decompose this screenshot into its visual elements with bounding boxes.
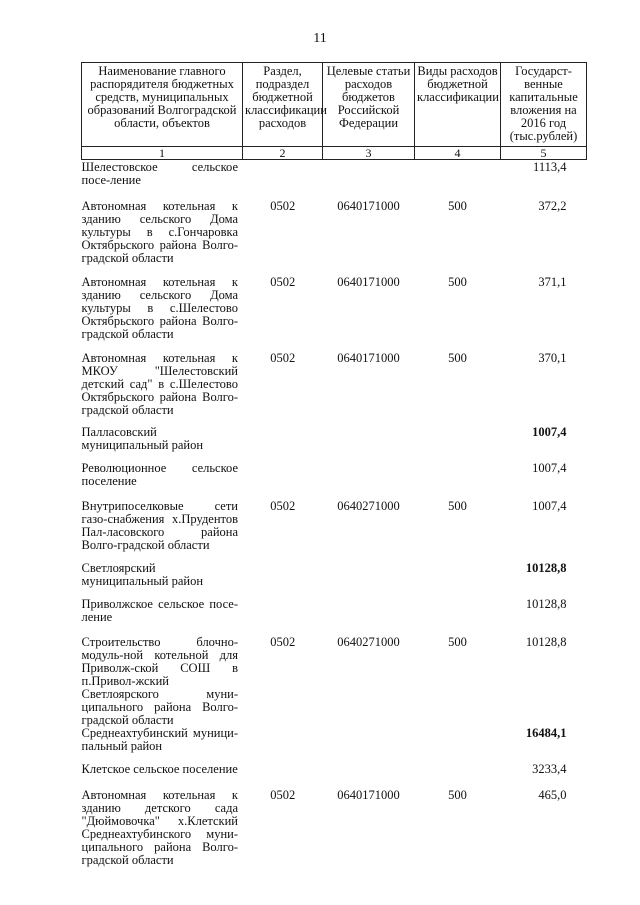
column-number: 3: [323, 147, 415, 160]
row-name: Палласовский муниципальный район: [81, 424, 204, 452]
row-name: Приволжское сельское посе-ление: [81, 596, 238, 624]
row-amount: 1007,4: [532, 424, 567, 439]
row-kind: 500: [448, 498, 467, 513]
row-amount: 372,2: [538, 198, 567, 213]
row-amount: 1007,4: [532, 460, 567, 475]
row-kind: [415, 598, 501, 636]
table-row: [82, 562, 587, 598]
row-section: 0502: [270, 274, 296, 289]
column-number: 4: [415, 147, 501, 160]
row-kind: [415, 727, 501, 763]
row-kind: [415, 160, 501, 200]
row-section: 0502: [270, 498, 296, 513]
row-target: 0640171000: [337, 198, 400, 213]
table-row: [82, 727, 587, 763]
table-row: [82, 636, 587, 727]
header-row: [82, 63, 587, 147]
row-section: [243, 426, 323, 462]
row-target: 0640171000: [337, 274, 400, 289]
row-amount: 3233,4: [532, 761, 567, 776]
row-target: 0640271000: [337, 498, 400, 513]
table-row: [82, 789, 587, 869]
row-name: Светлоярский муниципальный район: [81, 560, 204, 588]
row-target: 0640171000: [337, 787, 400, 802]
row-name: Среднеахтубинский муници-пальный район: [81, 725, 238, 753]
row-section: 0502: [270, 634, 296, 649]
row-name: Шелестовское сельское посе-ление: [81, 160, 238, 187]
column-number-row: [82, 147, 587, 160]
row-amount: 1007,4: [532, 498, 567, 513]
row-section: [243, 160, 323, 200]
column-number: 1: [82, 147, 243, 160]
row-target: 0640171000: [337, 350, 400, 365]
row-section: [243, 763, 323, 789]
row-amount: 465,0: [538, 787, 567, 802]
row-target: [323, 562, 415, 598]
row-target: [323, 763, 415, 789]
row-amount: 10128,8: [525, 634, 567, 649]
column-number: 5: [501, 147, 587, 160]
header-amount: Государст-венные капитальные вложения на 2016 год (тыс.рублей): [501, 63, 587, 147]
table-row: [82, 200, 587, 276]
row-amount: 1113,4: [533, 160, 567, 174]
row-section: [243, 598, 323, 636]
row-kind: [415, 462, 501, 500]
row-section: 0502: [270, 350, 296, 365]
row-kind: 500: [448, 274, 467, 289]
row-kind: 500: [448, 787, 467, 802]
row-section: [243, 727, 323, 763]
row-amount: 370,1: [538, 350, 567, 365]
row-section: 0502: [270, 787, 296, 802]
row-kind: [415, 763, 501, 789]
table-row: [82, 352, 587, 426]
table-row: [82, 462, 587, 500]
row-name: Автономная котельная к зданию сельского Дома культуры в с.Гончаровка Октябрьского района Волго-градской области: [81, 198, 238, 265]
row-kind: 500: [448, 198, 467, 213]
row-kind: [415, 426, 501, 462]
row-kind: 500: [448, 634, 467, 649]
row-amount: 371,1: [538, 274, 567, 289]
row-name: Автономная котельная к зданию детского сада "Дюймовочка" х.Клетский Среднеахтубинского муни-ципального района Волго-градской области: [81, 787, 238, 867]
table-row: [82, 500, 587, 562]
header-name: Наименование главного распорядителя бюджетных средств, муниципальных образований Волгоградской области, объектов: [82, 63, 243, 147]
table-row: [82, 276, 587, 352]
row-target: 0640271000: [337, 634, 400, 649]
row-name: Автономная котельная к зданию сельского Дома культуры в с.Шелестово Октябрьского района Волго-градской области: [81, 274, 238, 341]
row-amount: 10128,8: [525, 596, 567, 611]
row-name: Клетское сельское поселение: [81, 761, 238, 776]
capital-investments-table: [81, 62, 587, 869]
row-kind: [415, 562, 501, 598]
row-amount: 16484,1: [525, 725, 567, 740]
row-kind: 500: [448, 350, 467, 365]
column-number: 2: [243, 147, 323, 160]
row-section: 0502: [270, 198, 296, 213]
row-name: Автономная котельная к МКОУ "Шелестовский детский сад" в с.Шелестово Октябрьского района Волго-градской области: [81, 350, 238, 417]
table-row: [82, 763, 587, 789]
row-target: [323, 426, 415, 462]
row-target: [323, 462, 415, 500]
table-row: [82, 426, 587, 462]
row-target: [323, 727, 415, 763]
header-kind: Виды расходов бюджетной классификации: [415, 63, 501, 147]
row-target: [323, 598, 415, 636]
header-target: Целевые статьи расходов бюджетов Российской Федерации: [323, 63, 415, 147]
row-section: [243, 562, 323, 598]
row-target: [323, 160, 415, 200]
table-row: [82, 160, 587, 200]
row-name: Строительство блочно-модуль-ной котельной для Приволж-ской СОШ в п.Привол-жский Светлоярского муни-ципального района Волго-градской области: [81, 634, 238, 727]
header-section: Раздел, подраздел бюджетной классификации расходов: [243, 63, 323, 147]
row-name: Революционное сельское поселение: [81, 460, 238, 488]
row-amount: 10128,8: [525, 560, 567, 575]
page-number: 11: [313, 31, 327, 46]
row-section: [243, 462, 323, 500]
table-row: [82, 598, 587, 636]
row-name: Внутрипоселковые сети газо-снабжения х.Прудентов Пал-ласовского района Волго-градской области: [81, 498, 238, 552]
